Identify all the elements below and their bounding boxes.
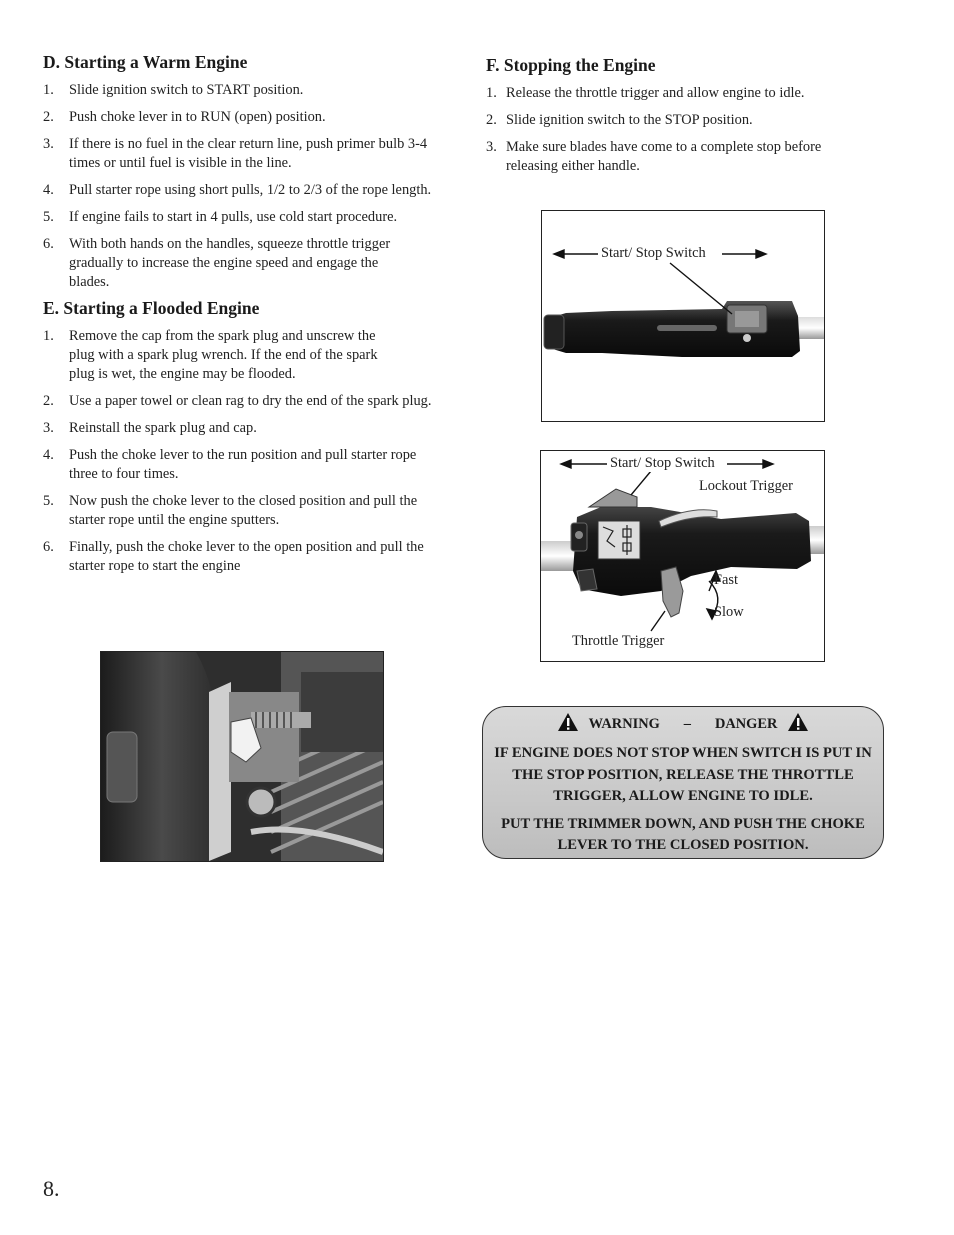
list-item: 2. Use a paper towel or clean rag to dry the end of the spark plug. <box>43 393 432 409</box>
start-stop-switch-label: Start/ Stop Switch <box>601 245 706 261</box>
fast-label: Fast <box>714 572 738 588</box>
section-e-list <box>43 327 443 576</box>
list-item: 4. Pull starter rope using short pulls, 1/2 to 2/3 of the rope length. <box>43 182 432 198</box>
warning-paragraph-1: IF ENGINE DOES NOT STOP WHEN SWITCH IS PUT IN THE STOP POSITION, RELEASE THE THROTTLE TRIGGER, ALLOW ENGINE TO IDLE. <box>494 745 872 804</box>
list-item: 1. Slide ignition switch to START position. <box>43 82 304 98</box>
list-item: 5. If engine fails to start in 4 pulls, use cold start procedure. <box>43 209 398 225</box>
left-column <box>43 52 443 584</box>
start-stop-switch-label: Start/ Stop Switch <box>610 455 715 471</box>
callout-lines-top <box>542 211 824 421</box>
engine-choke-photo <box>100 651 384 862</box>
engine-photo-illustration <box>101 652 383 861</box>
section-f-title: F. Stopping the Engine <box>486 55 656 75</box>
list-item: 2. Push choke lever in to RUN (open) position. <box>43 109 326 125</box>
warning-dash: – <box>683 716 691 732</box>
section-e-title: E. Starting a Flooded Engine <box>43 298 260 318</box>
page-number: 8. <box>43 1176 60 1201</box>
throttle-trigger-label: Throttle Trigger <box>572 633 665 649</box>
list-item: 6. Finally, push the choke lever to the open position and pull the starter rope to start the engine <box>43 539 424 574</box>
list-item: 3. Reinstall the spark plug and cap. <box>43 420 257 436</box>
list-item: 2. Slide ignition switch to the STOP position. <box>486 112 753 128</box>
warning-header <box>483 712 883 737</box>
list-item: 1. Remove the cap from the spark plug and unscrew the plug with a spark plug wrench. If the end of the spark plug is wet, the engine may be flooded. <box>43 328 378 382</box>
warning-triangle-icon <box>557 712 579 737</box>
list-item: 6. With both hands on the handles, squeeze throttle trigger gradually to increase the engine speed and engage the blades. <box>43 236 391 290</box>
warning-paragraph-2: PUT THE TRIMMER DOWN, AND PUSH THE CHOKE LEVER TO THE CLOSED POSITION. <box>501 815 865 853</box>
list-item: 5. Now push the choke lever to the closed position and pull the starter rope until the engine sputters. <box>43 493 418 528</box>
lockout-trigger-label: Lockout Trigger <box>699 478 793 494</box>
handle-bottom-figure <box>540 450 825 662</box>
section-d-title: D. Starting a Warm Engine <box>43 52 248 72</box>
list-item: 1. Release the throttle trigger and allow engine to idle. <box>486 85 805 101</box>
warning-danger-box <box>482 706 884 859</box>
warning-triangle-icon <box>787 712 809 737</box>
list-item: 4. Push the choke lever to the run position and pull starter rope three to four times. <box>43 447 417 482</box>
danger-label: DANGER <box>715 716 778 732</box>
list-item: 3. If there is no fuel in the clear return line, push primer bulb 3-4 times or until fuel is visible in the line. <box>43 136 428 171</box>
warning-label: WARNING <box>588 716 660 732</box>
right-column <box>486 55 856 184</box>
handle-top-figure <box>541 210 825 422</box>
slow-label: Slow <box>714 604 744 620</box>
section-f-list <box>486 84 856 176</box>
section-d-list <box>43 81 443 292</box>
list-item: 3. Make sure blades have come to a complete stop before releasing either handle. <box>486 139 822 174</box>
